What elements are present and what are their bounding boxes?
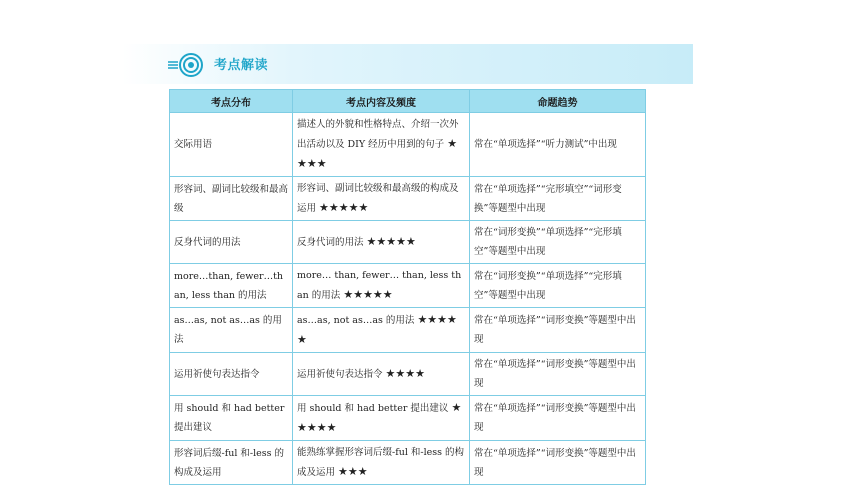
- topic-cell: 运用祈使句表达指令: [170, 353, 293, 396]
- trend-cell: 常在“单项选择”“词形变换”等题型中出现: [470, 353, 646, 396]
- content-text: more… than, fewer… than, less than 的用法: [297, 270, 462, 301]
- trend-cell: 常在“词形变换”“单项选择”“完形填空”等题型中出现: [470, 264, 646, 308]
- content-text: 描述人的外貌和性格特点、介绍一次外出活动以及 DIY 经历中用到的句子: [297, 119, 459, 150]
- trend-cell: 常在“单项选择”“词形变换”等题型中出现: [470, 396, 646, 441]
- trend-cell: 常在“词形变换”“单项选择”“完形填空”等题型中出现: [470, 221, 646, 264]
- content-text: 能熟练掌握形容词后缀-ful 和-less 的构成及运用: [297, 447, 465, 478]
- topic-cell: 交际用语: [170, 113, 293, 177]
- column-header-content: 考点内容及频度: [293, 90, 470, 113]
- content-text: 用 should 和 had better 提出建议: [297, 403, 449, 414]
- table-row: [170, 441, 646, 485]
- trend-cell: 常在“单项选择”“词形变换”等题型中出现: [470, 308, 646, 353]
- frequency-stars: ★★★★: [297, 137, 458, 170]
- frequency-stars: ★★★★★: [297, 401, 462, 434]
- frequency-stars: ★★★★★: [297, 313, 457, 346]
- frequency-stars: ★★★★★: [366, 235, 416, 248]
- table-row: [170, 113, 646, 177]
- frequency-stars: ★★★★: [385, 367, 425, 380]
- section-header: [122, 44, 693, 84]
- table-header-row: [170, 90, 646, 113]
- column-header-topic: 考点分布: [170, 90, 293, 113]
- content-cell: [293, 396, 470, 441]
- exam-points-table: [169, 89, 646, 485]
- frequency-stars: ★★★★★: [319, 201, 369, 214]
- section-title: 考点解读: [214, 58, 269, 73]
- trend-cell: 常在“单项选择”“完形填空”“词形变换”等题型中出现: [470, 177, 646, 221]
- trend-cell: 常在“单项选择”“词形变换”等题型中出现: [470, 441, 646, 485]
- topic-cell: as…as, not as…as 的用法: [170, 308, 293, 353]
- content-cell: [293, 113, 470, 177]
- topic-cell: 用 should 和 had better 提出建议: [170, 396, 293, 441]
- content-text: 运用祈使句表达指令: [297, 369, 383, 380]
- trend-cell: 常在“单项选择”“听力测试”中出现: [470, 113, 646, 177]
- content-cell: [293, 441, 470, 485]
- content-cell: [293, 221, 470, 264]
- topic-cell: more…than, fewer…than, less than 的用法: [170, 264, 293, 308]
- table-row: [170, 264, 646, 308]
- topic-cell: 形容词、副词比较级和最高级: [170, 177, 293, 221]
- content-text: 形容词、副词比较级和最高级的构成及运用: [297, 183, 459, 214]
- target-circle-icon: [166, 52, 206, 78]
- topic-cell: 形容词后缀-ful 和-less 的构成及运用: [170, 441, 293, 485]
- content-text: as…as, not as…as 的用法: [297, 315, 415, 326]
- topic-cell: 反身代词的用法: [170, 221, 293, 264]
- table-row: [170, 308, 646, 353]
- content-cell: [293, 308, 470, 353]
- table-row: [170, 396, 646, 441]
- content-cell: [293, 177, 470, 221]
- table-row: [170, 221, 646, 264]
- content-cell: [293, 353, 470, 396]
- exam-points-panel: [122, 44, 693, 478]
- content-cell: [293, 264, 470, 308]
- frequency-stars: ★★★: [338, 465, 368, 478]
- table-row: [170, 353, 646, 396]
- content-text: 反身代词的用法: [297, 237, 364, 248]
- column-header-trend: 命题趋势: [470, 90, 646, 113]
- frequency-stars: ★★★★★: [343, 288, 393, 301]
- table-row: [170, 177, 646, 221]
